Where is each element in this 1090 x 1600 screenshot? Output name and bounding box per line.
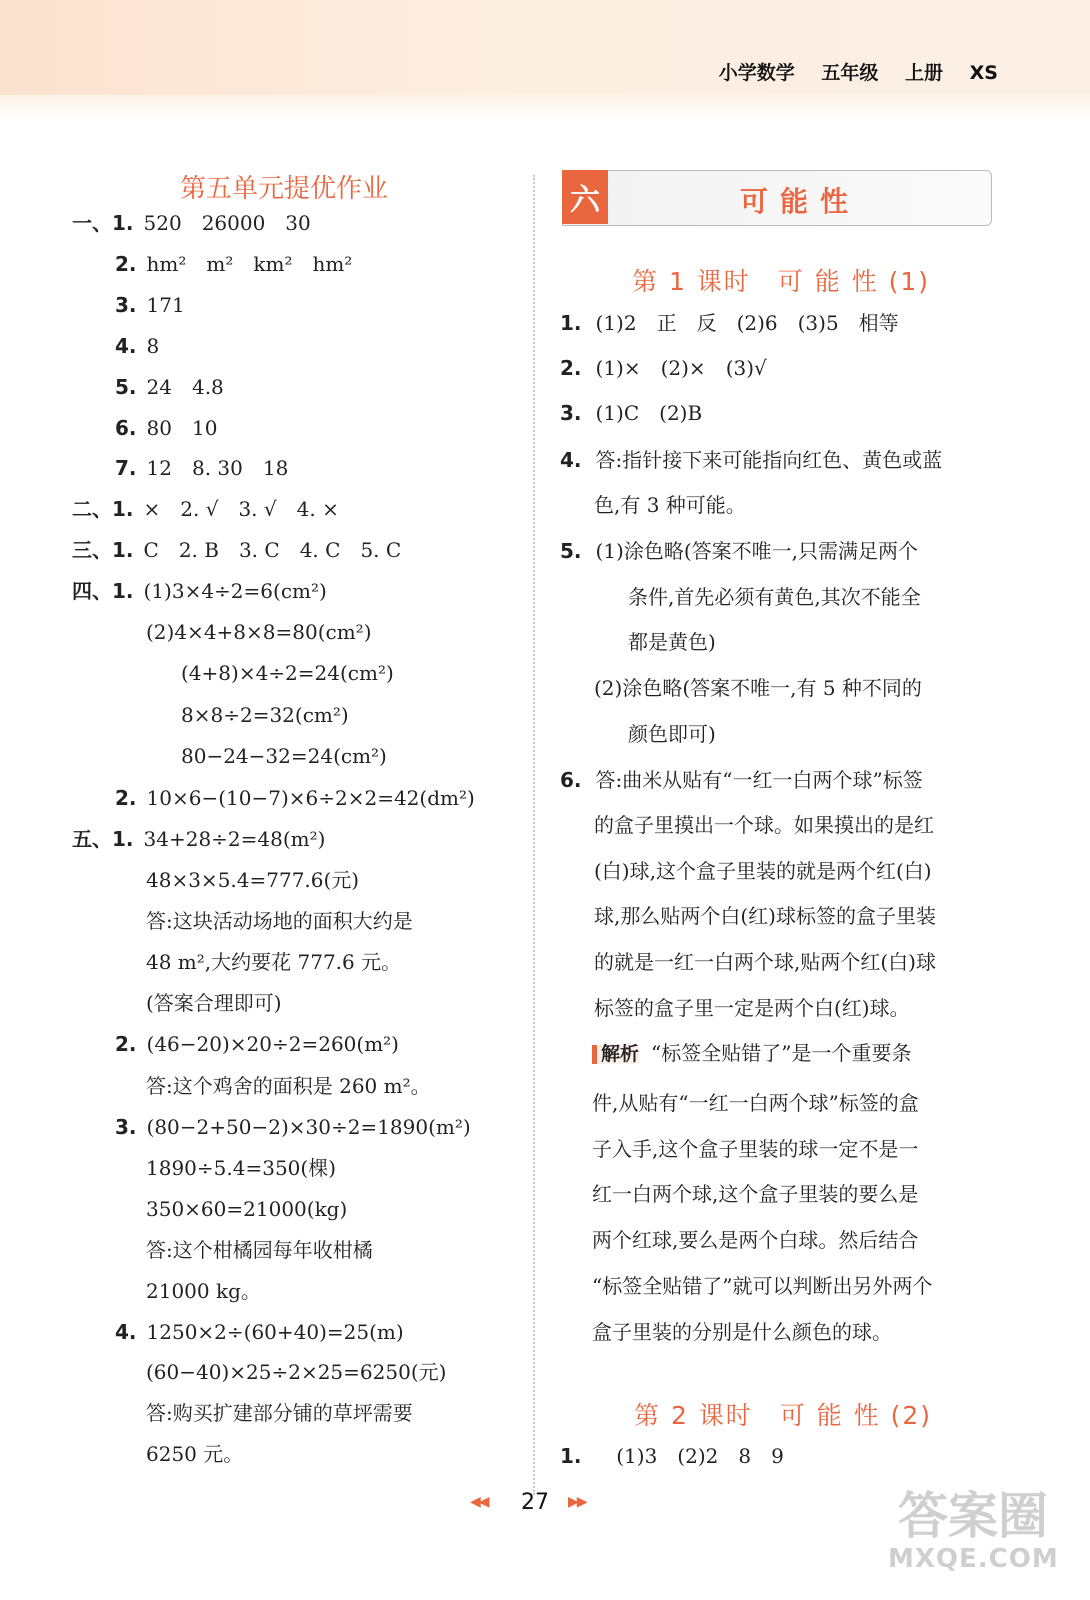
item-text: 颜色即可)	[628, 722, 716, 746]
analysis-line: “标签全贴错了”就可以判断出另外两个	[592, 1274, 933, 1298]
item-text: (1)2 正 反 (2)6 (3)5 相等	[595, 311, 899, 335]
item-text: 80−24−32=24(cm²)	[181, 744, 387, 768]
book-header	[699, 58, 998, 85]
answer-line	[146, 870, 359, 890]
answer-line	[146, 993, 282, 1013]
item-text: 80 10	[146, 416, 218, 440]
item-label: 3.	[560, 401, 582, 425]
item-label: 6.	[115, 416, 137, 440]
answer-line	[181, 663, 394, 683]
item-text: 350×60=21000(kg)	[146, 1197, 348, 1221]
grade: 五年级	[821, 62, 879, 84]
item-text: (答案合理即可)	[146, 991, 282, 1015]
item-text: 答:这个柑橘园每年收柑橘	[146, 1238, 373, 1262]
item-label: 1.	[560, 1444, 582, 1468]
answer-line	[146, 1362, 446, 1382]
item-text: 的盒子里摸出一个球。如果摸出的是红	[594, 813, 934, 837]
item-text: hm² m² km² hm²	[146, 252, 353, 276]
subject: 小学数学	[718, 62, 795, 84]
item-text: 24 4.8	[146, 375, 224, 399]
item-text: 34+28÷2=48(m²)	[143, 827, 326, 851]
unit-title: 可能性	[740, 185, 861, 218]
item-label: 2.	[560, 356, 582, 380]
next-arrows-icon: ▶▶	[568, 1494, 586, 1510]
item-label: 一、1.	[72, 211, 134, 235]
answer-line	[115, 1322, 404, 1342]
answer-line	[594, 495, 746, 515]
item-text: 8	[146, 334, 160, 358]
item-label: 二、1.	[72, 497, 134, 521]
item-text: (1)C (2)B	[595, 401, 703, 425]
answer-line	[594, 678, 922, 698]
item-label: 4.	[115, 334, 137, 358]
answer-line	[146, 911, 413, 931]
answer-line	[146, 1158, 336, 1178]
answer-line	[146, 1281, 261, 1301]
analysis-line: 件,从贴有“一红一白两个球”标签的盒	[592, 1091, 919, 1115]
answer-line	[115, 1117, 471, 1137]
item-label: 4.	[560, 448, 582, 472]
item-label: 5.	[115, 375, 137, 399]
analysis-label: 解析	[592, 1045, 639, 1064]
analysis-line: 红一白两个球,这个盒子里装的要么是	[592, 1182, 919, 1206]
answer-line	[628, 632, 716, 652]
item-text: 答:这块活动场地的面积大约是	[146, 909, 413, 933]
item-text: 10×6−(10−7)×6÷2×2=42(dm²)	[146, 786, 475, 810]
answer-line	[560, 450, 942, 470]
item-text: 答:曲米从贴有“一红一白两个球”标签	[595, 768, 923, 792]
item-text: 条件,首先必须有黄色,其次不能全	[628, 585, 921, 609]
answer-line	[146, 1403, 413, 1423]
answer-line	[72, 540, 401, 560]
answer-line	[560, 313, 899, 333]
item-text: 21000 kg。	[146, 1279, 261, 1303]
analysis-line: 两个红球,要么是两个白球。然后结合	[592, 1228, 919, 1252]
item-text: C 2. B 3. C 4. C 5. C	[143, 538, 402, 562]
header-fade	[0, 95, 1090, 120]
item-label: 5.	[560, 539, 582, 563]
lesson-2-title: 第 2 课时 可 能 性 (2)	[634, 1401, 933, 1430]
answer-line	[594, 815, 934, 835]
answer-line	[146, 1444, 243, 1464]
item-text: 的就是一红一白两个球,贴两个红(白)球	[594, 950, 936, 974]
answer-line	[115, 377, 224, 397]
analysis-line: 盒子里装的分别是什么颜色的球。	[592, 1320, 892, 1344]
lesson-2-answer	[560, 1446, 784, 1466]
item-text: 12 8. 30 18	[146, 456, 289, 480]
answer-line	[146, 1240, 373, 1260]
item-text: 520 26000 30	[143, 211, 311, 235]
item-text: 1890÷5.4=350(棵)	[146, 1156, 336, 1180]
answer-line	[115, 458, 288, 478]
item-text: (白)球,这个盒子里装的就是两个红(白)	[594, 859, 932, 883]
page-number: 27	[521, 1490, 549, 1515]
answer-line	[146, 1199, 347, 1219]
item-text: (4+8)×4÷2=24(cm²)	[181, 661, 394, 685]
analysis-line: “标签全贴错了”是一个重要条	[651, 1041, 912, 1065]
answer-line	[115, 1034, 399, 1054]
answer-line	[594, 861, 932, 881]
lesson-1-title: 第 1 课时 可 能 性 (1)	[632, 267, 931, 296]
answer-line	[560, 770, 923, 790]
item-text: (2)涂色略(答案不唯一,有 5 种不同的	[594, 676, 922, 700]
item-label: 6.	[560, 768, 582, 792]
answer-line	[628, 724, 716, 744]
item-label: 3.	[115, 293, 137, 317]
unit-number: 六	[562, 170, 608, 224]
item-text: 171	[146, 293, 185, 317]
item-label: 4.	[115, 1320, 137, 1344]
item-text: (1)× (2)× (3)√	[595, 356, 767, 380]
volume: 上册	[905, 62, 944, 84]
item-text: (1)涂色略(答案不唯一,只需满足两个	[595, 539, 919, 563]
answer-line	[115, 418, 217, 438]
item-text: 答:购买扩建部分铺的草坪需要	[146, 1401, 413, 1425]
item-text: 48 m²,大约要花 777.6 元。	[146, 950, 402, 974]
answer-line	[181, 705, 349, 725]
item-label: 五、1.	[72, 827, 134, 851]
answer-line	[560, 541, 918, 561]
item-text: (60−40)×25÷2×25=6250(元)	[146, 1360, 447, 1384]
item-text: 色,有 3 种可能。	[594, 493, 746, 517]
answer-line	[560, 358, 767, 378]
answer-line	[560, 403, 702, 423]
item-text: (1)3 (2)2 8 9	[616, 1444, 784, 1468]
answer-line	[72, 829, 325, 849]
item-text: 1250×2÷(60+40)=25(m)	[146, 1320, 404, 1344]
item-text: 球,那么贴两个白(红)球标签的盒子里装	[594, 904, 936, 928]
analysis-first-line	[592, 1043, 911, 1064]
item-text: 48×3×5.4=777.6(元)	[146, 868, 360, 892]
item-label: 7.	[115, 456, 137, 480]
item-text: 8×8÷2=32(cm²)	[181, 703, 349, 727]
answer-line	[594, 998, 910, 1018]
item-label: 2.	[115, 252, 137, 276]
prev-arrows-icon: ◀◀	[470, 1494, 488, 1510]
answer-line	[146, 622, 372, 642]
item-text: 标签的盒子里一定是两个白(红)球。	[594, 996, 910, 1020]
answer-line	[594, 952, 936, 972]
answer-line	[115, 336, 159, 356]
watermark-top: 答案圈	[898, 1487, 1048, 1545]
answer-line	[115, 295, 185, 315]
answer-line	[628, 587, 921, 607]
answer-line	[72, 499, 339, 519]
answer-line	[115, 788, 475, 808]
column-divider	[533, 175, 535, 1495]
item-label: 三、1.	[72, 538, 134, 562]
answer-line	[146, 952, 401, 972]
item-text: 6250 元。	[146, 1442, 244, 1466]
analysis-line: 子入手,这个盒子里装的球一定不是一	[592, 1137, 919, 1161]
answer-line	[72, 581, 327, 601]
item-label: 2.	[115, 1032, 137, 1056]
item-label: 1.	[560, 311, 582, 335]
watermark-bottom: MXQE.COM	[888, 1544, 1059, 1574]
answer-line	[181, 746, 387, 766]
item-text: 都是黄色)	[628, 630, 716, 654]
item-text: (46−20)×20÷2=260(m²)	[146, 1032, 399, 1056]
item-text: (80−2+50−2)×30÷2=1890(m²)	[146, 1115, 471, 1139]
edition: XS	[969, 62, 998, 84]
answer-line	[594, 906, 936, 926]
item-text: (2)4×4+8×8=80(cm²)	[146, 620, 372, 644]
answer-line	[146, 1076, 431, 1096]
item-text: (1)3×4÷2=6(cm²)	[143, 579, 327, 603]
item-text: × 2. √ 3. √ 4. ×	[143, 497, 339, 521]
item-label: 2.	[115, 786, 137, 810]
item-label: 3.	[115, 1115, 137, 1139]
watermark-logo	[888, 1476, 1068, 1586]
item-label: 四、1.	[72, 579, 134, 603]
item-text: 答:指针接下来可能指向红色、黄色或蓝	[595, 448, 943, 472]
answer-line	[72, 213, 311, 233]
answer-line	[115, 254, 352, 274]
left-section-title: 第五单元提优作业	[180, 174, 389, 204]
item-text: 答:这个鸡舍的面积是 260 m²。	[146, 1074, 431, 1098]
